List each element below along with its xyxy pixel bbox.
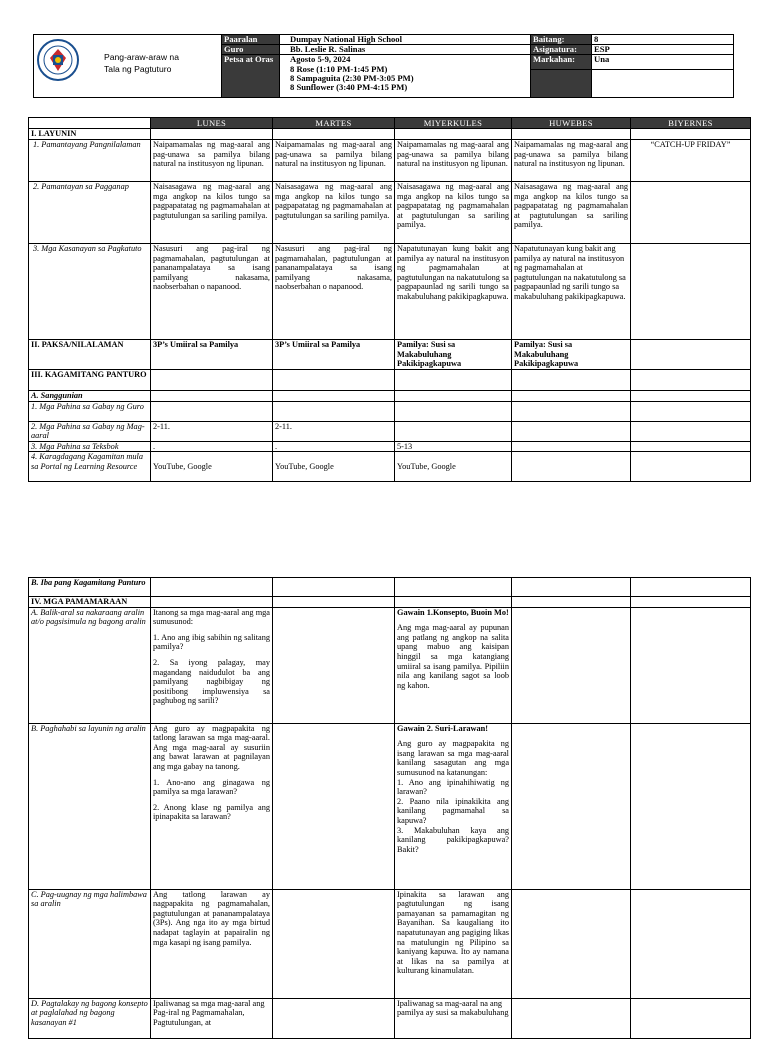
cell-biyernes [631, 244, 751, 340]
cell-huwebes [512, 607, 631, 723]
cell-lunes-paghahabi [151, 723, 273, 889]
cell-miyerkules: Naisasagawa ng mag-aaral ang mga angkop na kilos tungo sa pagpapatatag ng pagmamahalan at pagtutulungan sa sariling pamilya. [395, 182, 512, 244]
question: 1. Ano ang ipinahihiwatig ng larawan? [397, 777, 509, 797]
cell-lunes-pag-uugnay: Ang tatlong larawan ay nagpapakita ng pagmamahalan, pagtutulungan at pananampalataya (3Ps). Ang nga ito ay mga birtud nadapat taglayin at papairalin ng mga kasapi ng isang pamilya. [151, 889, 273, 998]
cell-martes [273, 607, 395, 723]
cell [151, 370, 273, 391]
header-title [104, 51, 179, 75]
row-label-gabay-mag-aaral: 2. Mga Pahina sa Gabay ng Mag-aaral [29, 421, 151, 441]
row-label-pangnilalaman: 1. Pamantayang Pangnilalaman [29, 140, 151, 182]
question: 2. Paano nila ipinakikita ang kanilang pagmamahal sa kapuwa? [397, 796, 509, 825]
cell [512, 391, 631, 402]
activity-title: Gawain 1.Konsepto, Buoin Mo! [397, 607, 509, 617]
markahan-label: Markahan: [531, 55, 592, 70]
baitang-value: 8 [592, 35, 734, 45]
cell [512, 129, 631, 140]
paaralan-value: Dumpay National High School [280, 35, 531, 45]
cell-martes: YouTube, Google [273, 452, 395, 482]
cell [512, 578, 631, 597]
paragraph: Itanong sa mga mag-aaral ang mga sumusunod: [153, 607, 270, 627]
cell [273, 578, 395, 597]
cell [273, 597, 395, 608]
guro-label: Guro [222, 45, 280, 55]
paragraph: Ang guro ay magpapakita ng tatlong larawan sa mga mag-aaral. Ang mga mag-aaral ay susuriin ang bawat larawan at pagnilayan ang mga gabay na tanong. [153, 723, 270, 771]
cell-miyerkules-paghahabi [395, 723, 512, 889]
oras-sampaguita: 8 Sampaguita (2:30 PM-3:05 PM) [290, 72, 414, 83]
day-header-lunes: LUNES [151, 118, 273, 129]
cell [631, 578, 751, 597]
cell-martes [273, 723, 395, 889]
question: 1. Ano ang ibig sabihin ng salitang pamilya? [153, 632, 270, 652]
cell-huwebes [512, 452, 631, 482]
baitang-label: Baitang: [531, 35, 592, 45]
cell-biyernes [631, 723, 751, 889]
cell [151, 597, 273, 608]
corner-cell [29, 118, 151, 129]
row-label-kasanayan: 3. Mga Kasanayan sa Pagkatuto [29, 244, 151, 340]
paaralan-label: Paaralan [222, 35, 280, 45]
cell-martes: . [273, 441, 395, 452]
cell [395, 370, 512, 391]
question: 2. Sa iyong palagay, may magandang naidudulot ba ang pamilyang nagbibigay ng positibong impluwensiya sa paghubog ng sarili? [153, 657, 270, 706]
asignatura-value: ESP [592, 45, 734, 55]
section-pamamaraan: IV. MGA PAMAMARAAN [29, 597, 151, 608]
cell-lunes: Nasusuri ang pag-iral ng pagmamahalan, pagtutulungan at pananampalataya sa isang pamilyang nakasama, naobserbahan o napanood. [151, 244, 273, 340]
cell-lunes-balik-aral [151, 607, 273, 723]
cell [631, 597, 751, 608]
day-header-biyernes: BIYERNES [631, 118, 751, 129]
markahan-blank-value [592, 70, 734, 98]
cell-huwebes [512, 723, 631, 889]
section-layunin: I. LAYUNIN [29, 129, 151, 140]
cell-huwebes: Naisasagawa ng mag-aaral ang mga angkop na kilos tungo sa pagpapatatag ng pagmamahalan at pagtutulungan sa sariling pamilya. [512, 182, 631, 244]
row-label-pagganap: 2. Pamantayan sa Pagganap [29, 182, 151, 244]
cell-huwebes [512, 421, 631, 441]
cell-huwebes: Naipamamalas ng mag-aaral ang pag-unawa sa pamilya bilang natural na institusyon ng lipunan. [512, 140, 631, 182]
cell-lunes: YouTube, Google [151, 452, 273, 482]
section-paksa: II. PAKSA/NILALAMAN [29, 340, 151, 370]
cell-huwebes: Napatutunayan kung bakit ang pamilya ay natural na institusyon ng pagmamahalan at pagtutulungan na nakatutulong sa pagpapaunlad ng sarili tungo sa makabuluhang pakikipagkapuwa. [512, 244, 631, 340]
cell-miyerkules: Pamilya: Susi sa Makabuluhang Pakikipagkapuwa [395, 340, 512, 370]
cell [631, 370, 751, 391]
cell-biyernes [631, 340, 751, 370]
cell-lunes [151, 401, 273, 421]
cell-biyernes [631, 401, 751, 421]
section-sanggunian: A. Sanggunian [29, 391, 151, 402]
header-table [33, 34, 734, 98]
cell-lunes: Naipamamalas ng mag-aaral ang pag-unawa sa pamilya bilang natural na institusyon ng lipunan. [151, 140, 273, 182]
petsa-line: Agosto 5-9, 2024 [290, 54, 351, 65]
cell [273, 129, 395, 140]
cell [151, 391, 273, 402]
cell-miyerkules-balik-aral [395, 607, 512, 723]
cell-biyernes [631, 421, 751, 441]
markahan-blank [531, 70, 592, 98]
cell [395, 129, 512, 140]
row-label-balik-aral: A. Balik-aral sa nakaraang aralin at/o pagsisimula ng bagong aralin [29, 607, 151, 723]
cell-miyerkules: Napatutunayan kung bakit ang pamilya ay natural na institusyon ng pagmamahalan at pagtutulungan na nakatutulong sa pagpapaunlad ng sarili tungo sa makabuluhang pakikipagkapuwa. [395, 244, 512, 340]
header-logo-cell [34, 35, 222, 98]
cell-biyernes [631, 452, 751, 482]
cell-lunes: 2-11. [151, 421, 273, 441]
cell-miyerkules-pag-uugnay: Ipinakita sa larawan ang pagtutulungan ng isang pamayanan sa pamamagitan ng Bayanihan. Sa kaugaliang ito napatutunayan ang pagiging likas na matulungin ng Pilipino sa kaniyang kapuwa. Ito ay namana at likas na sa pamilya at kulturang kinamulatan. [395, 889, 512, 998]
section-iba-pa: B. Iba pang Kagamitang Panturo [29, 578, 151, 597]
cell-martes [273, 998, 395, 1038]
question: 2. Anong klase ng pamilya ang ipinapakita sa larawan? [153, 802, 270, 822]
petsa-label: Petsa at Oras [222, 55, 280, 98]
header-title-line1: Pang-araw-araw na [104, 52, 179, 62]
question: 3. Makabuluhan kaya ang kanilang pakikipagkapuwa? Bakit? [397, 825, 509, 854]
day-header-miyerkules: MIYERKULES [395, 118, 512, 129]
section-kagamitan: III. KAGAMITANG PANTURO [29, 370, 151, 391]
row-label-paghahabi: B. Paghahabi sa layunin ng aralin [29, 723, 151, 889]
cell-huwebes [512, 998, 631, 1038]
cell [395, 391, 512, 402]
cell [395, 597, 512, 608]
cell-miyerkules-pagtalakay: Ipaliwanag sa mag-aaral na ang pamilya ay susi sa makabuluhang [395, 998, 512, 1038]
cell-martes: 2-11. [273, 421, 395, 441]
cell-biyernes [631, 607, 751, 723]
cell-huwebes [512, 889, 631, 998]
row-label-gabay-guro: 1. Mga Pahina sa Gabay ng Guro [29, 401, 151, 421]
cell-martes: 3P’s Umiiral sa Pamilya [273, 340, 395, 370]
oras-rose: 8 Rose (1:10 PM-1:45 PM) [290, 63, 388, 74]
cell [631, 129, 751, 140]
day-header-huwebes: HUWEBES [512, 118, 631, 129]
cell-martes: Nasusuri ang pag-iral ng pagmamahalan, pagtutulungan at pananampalataya sa isang pamilyang nakasama, naobserbahan o napanood. [273, 244, 395, 340]
row-label-pagtalakay: D. Pagtalakay ng bagong konsepto at paglalahad ng bagong kasanayan #1 [29, 998, 151, 1038]
paragraph: Ang mga mag-aaral ay pupunan ang patlang ng angkop na salita upang mabuo ang kaisipan hinggil sa mga katangiang umiiral sa isang pamilya. Pipiliin nila ang kanilang sagot sa loob ng kahon. [397, 623, 509, 690]
cell-miyerkules: Naipamamalas ng mag-aaral ang pag-unawa sa pamilya bilang natural na institusyon ng lipunan. [395, 140, 512, 182]
header-title-line2: Tala ng Pagtuturo [104, 64, 172, 74]
cell-biyernes [631, 441, 751, 452]
lesson-table-2 [28, 577, 751, 1039]
guro-value: Bb. Leslie R. Salinas [280, 45, 531, 55]
question: 1. Ano-ano ang ginagawa ng pamilya sa mga larawan? [153, 777, 270, 797]
cell-miyerkules [395, 401, 512, 421]
cell-biyernes-catchup: “CATCH-UP FRIDAY” [631, 140, 751, 182]
cell-biyernes [631, 889, 751, 998]
activity-title: Gawain 2. Suri-Larawan! [397, 723, 489, 733]
cell-huwebes: Pamilya: Susi sa Makabuluhang Pakikipagkapuwa [512, 340, 631, 370]
cell [395, 578, 512, 597]
cell-huwebes [512, 441, 631, 452]
cell-lunes: . [151, 441, 273, 452]
cell-lunes-pagtalakay: Ipaliwanag sa mga mag-aaral ang Pag-iral ng Pagmamahalan, Pagtutulungan, at [151, 998, 273, 1038]
lesson-table-1 [28, 117, 751, 482]
row-label-pag-uugnay: C. Pag-uugnay ng mga halimbawa sa aralin [29, 889, 151, 998]
cell [631, 391, 751, 402]
cell [512, 370, 631, 391]
deped-seal-icon [36, 38, 80, 82]
cell-martes: Naisasagawa ng mag-aaral ang mga angkop na kilos tungo sa pagpapatatag ng pagmamahalan at pagtutulungan sa sariling pamilya. [273, 182, 395, 244]
cell [151, 578, 273, 597]
cell [512, 597, 631, 608]
cell-miyerkules: YouTube, Google [395, 452, 512, 482]
oras-sunflower: 8 Sunflower (3:40 PM-4:15 PM) [290, 82, 408, 93]
paragraph: Ang guro ay magpapakita ng isang larawan sa mga mag-aaral kanilang sasagutan ang mga sumusunod na katanungan: [397, 739, 509, 777]
petsa-value [280, 55, 531, 98]
asignatura-label: Asignatura: [531, 45, 592, 55]
cell [273, 391, 395, 402]
cell-miyerkules: 5-13 [395, 441, 512, 452]
cell [151, 129, 273, 140]
cell-martes [273, 889, 395, 998]
cell-miyerkules [395, 421, 512, 441]
cell-lunes: Naisasagawa ng mag-aaral ang mga angkop na kilos tungo sa pagpapatatag ng pagmamahalan at pagtutulungan sa sariling pamilya. [151, 182, 273, 244]
day-header-martes: MARTES [273, 118, 395, 129]
row-label-karagdagang-kagamitan: 4. Karagdagang Kagamitan mula sa Portal ng Learning Resource [29, 452, 151, 482]
cell-biyernes [631, 182, 751, 244]
cell-martes: Naipamamalas ng mag-aaral ang pag-unawa sa pamilya bilang natural na institusyon ng lipunan. [273, 140, 395, 182]
markahan-value: Una [592, 55, 734, 70]
cell-biyernes [631, 998, 751, 1038]
cell-lunes: 3P’s Umiiral sa Pamilya [151, 340, 273, 370]
cell [273, 370, 395, 391]
cell-martes [273, 401, 395, 421]
cell-huwebes [512, 401, 631, 421]
row-label-teksbok: 3. Mga Pahina sa Teksbok [29, 441, 151, 452]
